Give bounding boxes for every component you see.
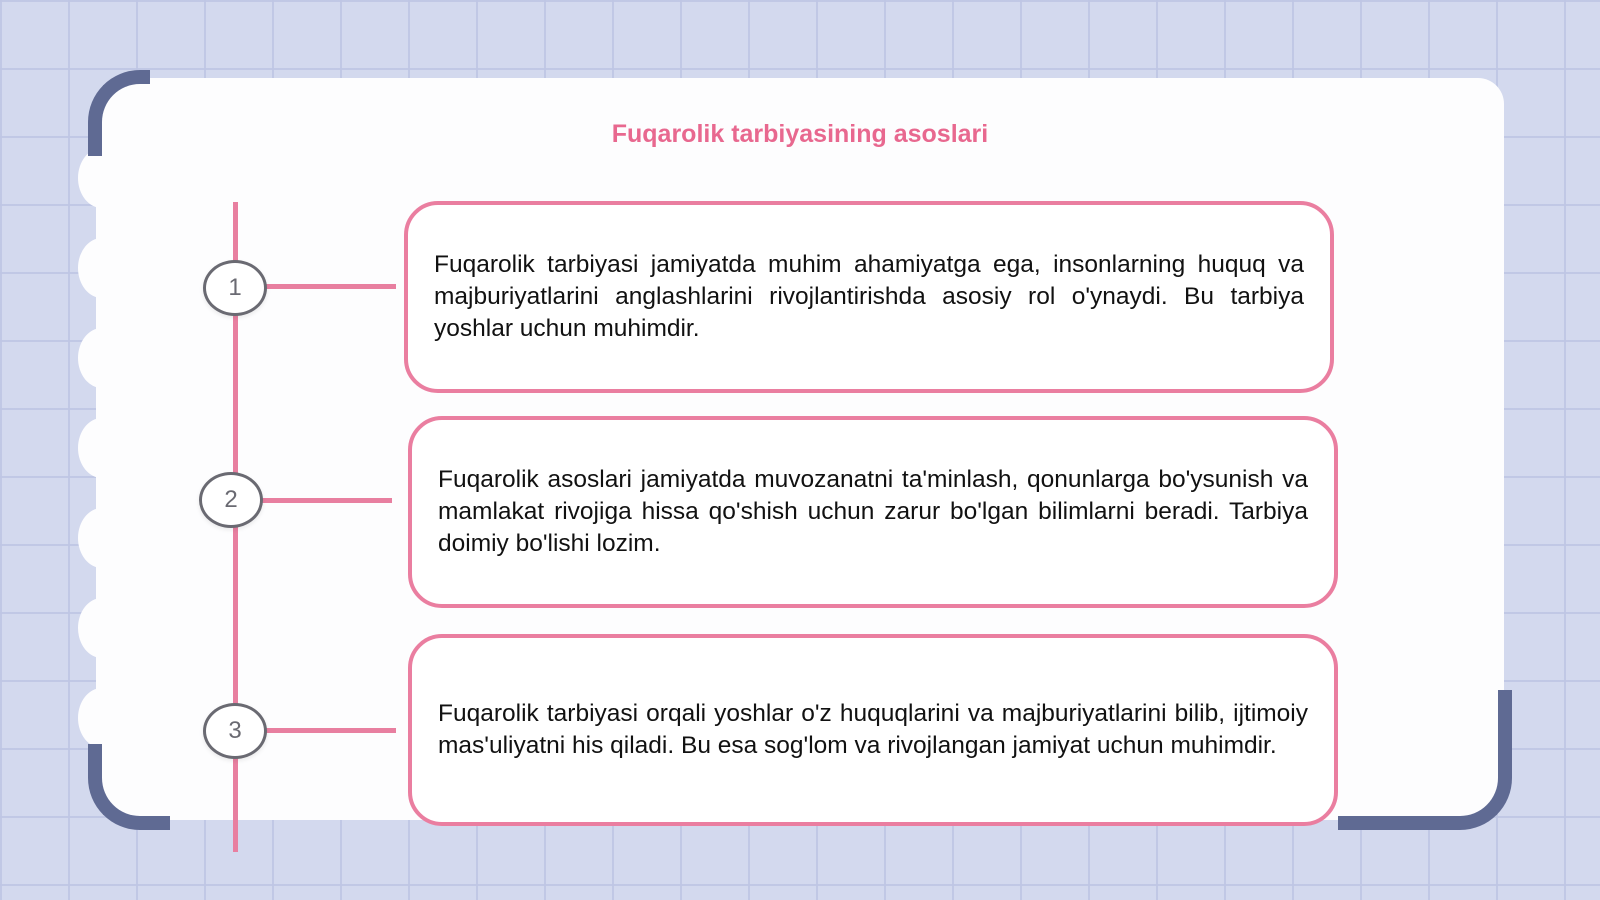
step-description: Fuqarolik tarbiyasi orqali yoshlar o'z huquqlarini va majburiyatlarini bilib, ijtimoiy mas'uliyatni his qiladi. Bu esa sog'lom va rivojlangan jamiyat uchun muhimdir. — [438, 700, 1308, 759]
timeline-connector — [266, 728, 396, 733]
paper-scallop — [78, 148, 126, 208]
step-number-badge: 3 — [203, 703, 267, 759]
timeline-connector — [266, 284, 396, 289]
paper-scallop — [78, 418, 126, 478]
corner-bracket-top-left — [88, 70, 150, 156]
step-description: Fuqarolik tarbiyasi jamiyatda muhim ahamiyatga ega, insonlarning huquq va majburiyatlarini anglashlarini rivojlantirishda asosiy rol o'ynaydi. Bu tarbiya yoshlar uchun muhimdir. — [434, 251, 1304, 342]
corner-bracket-bottom-left — [88, 744, 170, 830]
step-card — [408, 634, 1338, 826]
step-card — [408, 416, 1338, 608]
paper-scallop — [78, 688, 126, 748]
paper-scallop — [78, 598, 126, 658]
step-number-badge: 1 — [203, 260, 267, 316]
page-title: Fuqarolik tarbiyasining asoslari — [611, 120, 989, 148]
paper-scallop — [78, 238, 126, 298]
timeline-connector — [262, 498, 392, 503]
step-card — [404, 201, 1334, 393]
paper-scallop — [78, 328, 126, 388]
paper-scallop — [78, 508, 126, 568]
step-number-badge: 2 — [199, 472, 263, 528]
corner-bracket-bottom-right — [1338, 690, 1512, 830]
step-description: Fuqarolik asoslari jamiyatda muvozanatni ta'minlash, qonunlarga bo'ysunish va mamlakat rivojiga hissa qo'shish uchun zarur bo'lgan bilimlarni beradi. Tarbiya doimiy bo'lishi lozim. — [438, 466, 1308, 557]
